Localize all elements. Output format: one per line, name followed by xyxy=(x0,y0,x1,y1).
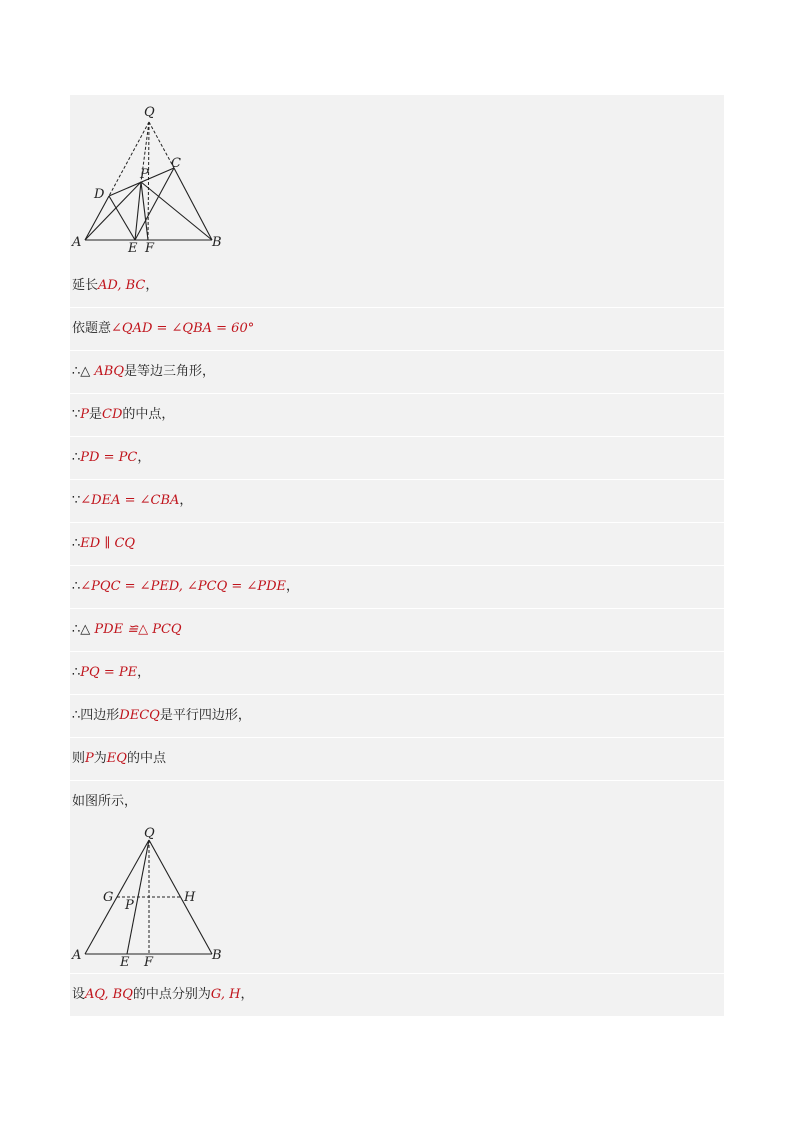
label-q: Q xyxy=(144,105,155,120)
step-line: ∴PD = PC， xyxy=(70,436,724,479)
step-line: ∴PQ = PE， xyxy=(70,651,724,694)
solution-content xyxy=(70,95,724,1016)
figure-1-diagram xyxy=(70,95,270,265)
step-line: 依题意∠QAD = ∠QBA = 60° xyxy=(70,307,724,350)
segment-pf xyxy=(141,182,148,240)
label-p: P xyxy=(125,898,134,913)
label-g: G xyxy=(103,890,114,905)
step-line: 则P为EQ的中点 xyxy=(70,737,724,780)
label-e: E xyxy=(128,241,138,256)
segment-bc xyxy=(174,168,212,240)
figure-2 xyxy=(70,823,724,973)
label-b: B xyxy=(212,948,222,963)
step-line: ∵∠DEA = ∠CBA， xyxy=(70,479,724,522)
step-line: ∵P是CD的中点， xyxy=(70,393,724,436)
step-line: 设AQ, BQ的中点分别为G, H， xyxy=(70,973,724,1016)
label-p: P xyxy=(140,167,149,182)
label-e: E xyxy=(120,955,130,970)
step-line: ∴四边形DECQ是平行四边形， xyxy=(70,694,724,737)
step-line: ∴∠PQC = ∠PED, ∠PCQ = ∠PDE， xyxy=(70,565,724,608)
step-line: ∴△ PDE ≌△ PCQ xyxy=(70,608,724,651)
step-line: ∴ED ∥ CQ xyxy=(70,522,724,565)
label-c: C xyxy=(171,156,181,171)
segment-ad xyxy=(85,196,109,240)
segment-bp xyxy=(141,182,212,240)
dashed-qd xyxy=(109,122,149,196)
label-d: D xyxy=(94,187,105,202)
step-line: ∴△ ABQ是等边三角形， xyxy=(70,350,724,393)
label-h: H xyxy=(184,890,196,905)
label-f: F xyxy=(145,241,155,256)
segment-de xyxy=(109,196,135,240)
figure-1 xyxy=(70,95,724,265)
step-line: 如图所示， xyxy=(70,780,724,823)
label-a: A xyxy=(72,948,82,963)
figure-2-diagram xyxy=(70,823,270,973)
label-f: F xyxy=(144,955,154,970)
label-b: B xyxy=(212,235,222,250)
step-line: 延长AD, BC， xyxy=(72,278,159,293)
label-a: A xyxy=(72,235,82,250)
label-q: Q xyxy=(144,826,155,841)
